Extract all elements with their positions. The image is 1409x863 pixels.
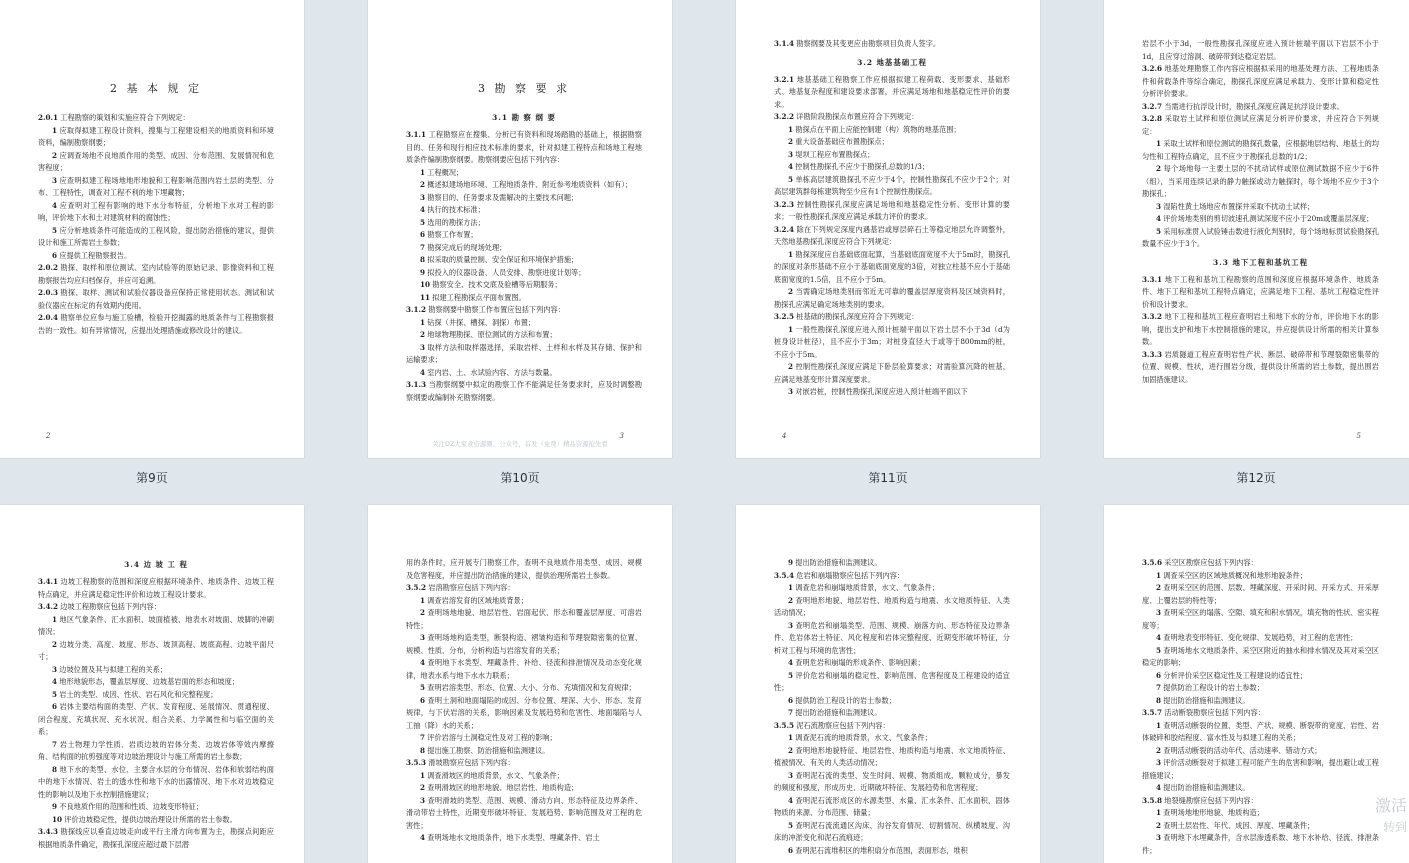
list-item: 4 查明地表变形特征、变化规律、发展趋势，对工程的危害性； [1156,633,1358,642]
page-number: 4 [782,432,787,440]
list-item: 10 评价边坡稳定性，提供边坡治理设计所需的岩土参数。 [52,814,237,824]
list-item: 2 查明滑坡区的地形地貌、地层岩性、地质构造； [420,783,579,792]
list-item: 5 岩土的类型、成因、性状、岩石风化和完整程度； [52,689,218,699]
list-item: 1 查明活动断裂的位置、类型、产状、规模、断裂带的宽度、岩性、岩体破碎和胶结程度、富水性及与拟建工程的关系； [1142,720,1379,742]
clause-paragraph: 3.2.8 采取岩土试样和原位测试应满足分析评价要求，并应符合下列规定： [1142,114,1379,136]
page-label[interactable]: 第9页 [136,471,168,485]
list-item: 4 控制性勘探孔不应少于勘探孔总数的1/3； [788,162,930,171]
page-lines [406,129,642,404]
text-paragraph: 岩层不小于3d，一般性勘探孔深度应进入预计桩端平面以下岩层不小于1d，且应穿过溶洞、破碎带到达稳定岩层。 [1142,39,1379,61]
list-item: 4 提出防治措施和监测建议。 [1156,783,1250,792]
list-item: 6 分析评价采空区稳定性及工程建设的适宜性； [1156,670,1308,680]
list-item: 2 应调查场地不良地质作用的类型、成因、分布范围、发展情况和危害程度； [38,150,274,172]
list-item: 1 工程概况； [420,167,464,177]
clause-paragraph: 3.5.3 滑坡勘察应包括下列内容： [406,758,515,767]
list-item: 3 查明滑坡的类型、范围、规模、滑动方向、形态特征及边界条件、滑动带岩土特性，近期变形破坏特征、发展趋势、影响范围及对工程的危害性； [406,795,642,830]
list-item: 4 评价场地类别的剪切波速孔测试深度不应小于20m或覆盖层深度； [1156,214,1374,223]
list-item: 2 概述拟建场地环境、工程地质条件、附近参考地质资料（如有）； [420,180,633,189]
list-item: 5 选用的勘探方法； [420,217,485,227]
list-item: 3 湿陷性黄土场地应布置探井采取不扰动土试样； [1156,201,1315,211]
list-item: 3 查明危岩和崩塌类型、范围、规模、崩落方向、形态特征及边界条件、危岩体岩土特征、风化程度和岩体完整程度、近期变形破坏特征，分析对工程与环境的危害性； [774,620,1010,655]
page-footer: 关注DZ大家食资源圈、公众号，首发（免费）精品资源抢先看 [432,440,608,448]
list-item: 4 查明泥石流形成区的水源类型、水量、汇水条件、汇水面积，固体物质的来源、分布范围、储量； [774,795,1010,817]
list-item: 2 边坡分类、高度、坡度、形态、坡顶高程、坡底高程、边坡平面尺寸； [38,639,274,661]
clause-paragraph: 3.2.6 地基处理勘察工作内容应根据拟采用的地基处理方法、工程地质条件和荷载条件等综合确定，勘探孔深度应满足承载力、变形计算和稳定性分析评价要求。 [1142,64,1379,98]
list-item: 3 评价活动断裂对于拟建工程可能产生的危害和影响，提出避让或工程措施建议； [1142,758,1379,780]
document-page [368,505,672,863]
list-item: 4 应查明对工程有影响的地下水分布特征，分析地下水对工程的影响，评价地下水和土对建筑材料的腐蚀性； [38,200,274,222]
list-item: 3 应查明拟建工程场地地形地貌和工程影响范围内岩土层的类型、分布、工程特性，调查对工程不利的地下埋藏物； [38,175,274,197]
list-item: 4 室内岩、土、水试验内容、方法与数量。 [420,367,557,377]
list-item: 3 堤坝工程应布置勘探点； [788,149,875,159]
list-item: 6 应提供工程勘察报告。 [52,250,132,260]
page-content [774,38,1010,399]
list-item: 4 查明危岩和崩塌的形成条件、影响因素； [788,658,925,667]
clause-paragraph: 2.0.2 勘探、取样和原位测试、室内试验等的原始记录、影像资料和工程勘察报告均应归档保存，并应可追溯。 [38,263,274,285]
section-title: 3.4 边 坡 工 程 [124,560,188,569]
clause-paragraph: 3.4.1 边坡工程勘察的范围和深度应根据环境条件、地质条件、边坡工程特点确定，并应满足稳定性评价和边坡工程设计要求。 [38,577,274,599]
list-item: 10 勘察安全、技术交底及验槽等后期服务； [420,280,562,289]
page-number: 5 [1356,432,1361,440]
list-item: 9 不良地质作用的范围和性质、边坡变形特征； [52,802,204,811]
list-item: 6 查明泥石流堆积区的堆积扇分布范围，表面形态，堆积 [788,845,968,855]
clause-paragraph: 3.2.3 控制性勘探孔深度应满足场地和地基稳定性分析、变形计算的要求；一般性勘探孔深度应满足承载力评价的要求。 [774,199,1010,221]
list-item: 2 控制性勘探孔深度应满足下卧层验算要求；对需验算沉降的桩基，应满足地基变形计算深度要求。 [774,362,1010,384]
clause-paragraph: 3.5.6 采空区勘察应包括下列内容： [1142,558,1258,567]
list-item: 2 当需确定场地类别而邻近无可靠的覆盖层厚度资料及区域资料时，勘探孔应满足确定场地类别的要求。 [774,287,1010,309]
activation-watermark: 激活 [1374,796,1407,815]
list-item: 8 地下水的类型、水位、主要含水层的分布情况、岩体和软弱结构面中的地下水情况、岩土的透水性和地下水的出露情况、地下水对边坡稳定性的影响以及地下水控制措施建议； [38,764,274,799]
clause-paragraph: 3.5.7 活动断裂勘察应包括下列内容： [1142,708,1265,717]
clause-paragraph: 3.2.2 详勘阶段勘探点布置应符合下列规定： [774,112,919,121]
clause-paragraph: 3.3.2 地下工程和基坑工程应查明岩土和地下水的分布，评价地下水的影响，提出支护和地下水控制措施的建议，并应提供设计所需的相关计算参数。 [1142,312,1379,346]
document-page [368,0,672,458]
list-item: 2 查明地形地貌特征、地层岩性、地质构造与地震、水文地质特征、植被情况、有关的人类活动情况； [774,745,1010,767]
list-item: 2 地球物理勘探、原位测试的方法和布置； [420,330,557,339]
clause-paragraph: 3.2.7 当需进行抗浮设计时，勘探孔深度应满足抗浮设计要求。 [1142,101,1344,111]
text-paragraph: 用的条件时，应开展专门勘察工作，查明不良地质作用类型、成因、规模及危害程度，并应提出防治措施的建议，提供治理所需岩土参数。 [406,558,642,580]
page-number: 2 [46,432,51,440]
page-lines [1142,557,1379,857]
clause-paragraph: 3.4.2 边坡工程勘察应包括下列内容： [38,602,161,611]
list-item: 1 应取得拟建工程设计资料，搜集与工程建设相关的地质资料和环境资料，编制勘察纲要； [38,125,274,147]
page-lines [774,38,1010,399]
page-content [406,82,642,404]
document-page [1104,505,1409,863]
clause-paragraph: 3.1.1 工程勘察应在搜集、分析已有资料和现场踏勘的基础上，根据勘察目的、任务和现行相应技术标准的要求，针对拟建工程特点和场地工程地质条件编制勘察纲要。勘察纲要应包括下列内容： [406,130,642,164]
list-item: 1 调查危岩和崩塌地质背景，水文、气象条件； [788,583,940,592]
list-item: 6 岩体主要结构面的类型、产状、发育程度、延展情况、贯通程度、闭合程度、充填状况、充水状况、组合关系、力学属性和与临空面的关系； [38,702,274,736]
list-item: 3 查明场地构造类型，断裂构造、褶皱构造和节理裂隙密集的位置、规模、性质、分布，分析构造与岩溶发育的关系； [406,633,642,655]
list-item: 8 提出防治措施和监测建议。 [1156,695,1250,705]
document-page [1104,0,1409,458]
clause-paragraph: 3.5.5 泥石流勘察应包括下列内容： [774,720,890,730]
page-content [1142,38,1379,386]
clause-paragraph: 2.0.4 勘察单位应参与施工验槽，检验开挖揭露的地质条件与工程勘察报告的一致性。如有异常情况，应提出处理措施或修改设计的建议。 [38,313,274,335]
list-item: 1 勘探深度应自基础底面起算，当基础底面宽度不大于5m时，勘探孔的深度对条形基础不应小于基础底面宽度的3倍，对独立柱基不应小于基础底面宽度的1.5倍，且不应小于5m。 [774,249,1010,284]
list-item: 5 查明泥石流流通区沟床、沟谷发育情况、切割情况、纵横坡度、沟床的冲淤变化和泥石流痕迹； [774,820,1010,842]
list-item: 5 应分析地质条件可能造成的工程风险，提出防治措施的建议，提供设计和施工所需岩土参数； [38,225,274,247]
list-item: 7 提出防治措施和监测建议。 [788,708,882,717]
clause-paragraph: 2.0.1 工程勘察的策划和实施应符合下列规定： [38,113,190,122]
page-number: 3 [619,432,624,440]
list-item: 2 每个场地每一主要土层的不扰动试样或原位测试数据不应少于6件（组），当采用连续记录的静力触探或动力触探时，每个场地不应少于3个勘探孔； [1142,164,1379,198]
activation-watermark-sub: 转到 [1382,820,1407,834]
page-label[interactable]: 第11页 [868,471,908,485]
clause-paragraph: 3.4.3 勘探线应以垂直边坡走向或平行主滑方向布置为主，勘探点间距应根据地质条件确定，勘探孔深度应超过最下层潜 [38,827,274,849]
list-item: 7 评价岩溶与土洞稳定性及对工程的影响； [420,733,557,742]
clause-paragraph: 3.5.2 岩溶勘察应包括下列内容： [406,583,515,592]
clause-paragraph: 3.5.4 危岩和崩塌勘察应包括下列内容： [774,570,905,580]
chapter-title: 3 勘 察 要 求 [478,82,570,95]
list-item: 4 查明场地水文地质条件，地下水类型、埋藏条件、岩土 [420,833,600,842]
list-item: 2 查明采空区的范围、层数、埋藏深度、开采时间、开采方式、开采厚度、上覆岩层的特性等； [1142,583,1379,605]
list-item: 7 岩土物理力学性质、岩质边坡的岩体分类、边坡岩体等效内摩擦角、结构面的抗剪强度等对边坡治理设计与施工所需的岩土参数； [38,739,274,761]
list-item: 6 勘察工作布置； [420,230,478,239]
clause-paragraph: 3.2.1 地基基础工程勘察工作应根据拟建工程荷载、变形要求、基础形式、地基复杂程度和建设要求部署，并应满足场地和地基稳定性评价的要求。 [774,74,1010,109]
page-content [1142,557,1379,857]
clause-paragraph: 3.1.2 勘察纲要中勘察工作布置应包括下列内容： [406,305,565,314]
list-item: 3 查明泥石流的类型、发生时间、规模、物质组成、颗粒成分，暴发的频度和强度，形成历史、近期破坏特征、发展趋势和危害程度； [774,770,1010,792]
list-item: 3 查明地下水埋藏条件，含水层渗透系数、地下水补给、径流、排泄条件； [1142,833,1379,855]
list-item: 2 查明活动断裂的活动年代、活动速率、错动方式； [1156,745,1322,755]
page-lines [38,576,274,851]
list-item: 4 执行的技术标准； [420,205,485,214]
list-item: 11 拟建工程勘探点平面布置图。 [420,292,526,302]
clause-paragraph: 2.0.3 勘探、取样、测试和试验仪器设备应保持正常使用状态。测试和试验仪器应在标定的有效期内使用。 [38,288,274,310]
clause-paragraph: 3.2.4 除在下列规定深度内遇基岩或厚层碎石土等稳定地层允许调整外，天然地基勘探孔深度应符合下列规定： [774,224,1010,246]
list-item: 1 调查岩溶发育的区域地质背景； [420,595,528,605]
list-item: 9 提出防治措施和监测建议。 [788,558,882,567]
list-item: 8 提出施工勘察、防治措施和监测建议。 [420,745,550,755]
list-item: 2 重大设备基础应布置勘探点； [788,137,889,146]
list-item: 7 提供防治工程设计的岩土参数； [1156,683,1264,692]
list-item: 1 调查泥石流的地质背景，水文、气象条件； [788,733,932,742]
list-item: 5 采用标准贯入试验锤击数进行液化判别时，每个场地标贯试验勘探孔数量不应少于3个。 [1142,226,1379,248]
list-item: 2 查明土层岩性、年代、成因、厚度、埋藏条件； [1156,820,1315,830]
list-item: 1 调查采空区的区域地质概况和地形地貌条件； [1156,570,1308,580]
list-item: 3 边坡位置及其与拟建工程的关系； [52,664,168,674]
document-page [0,505,304,863]
page-lines [774,557,1010,857]
section-title: 3.3 地下工程和基坑工程 [1213,257,1308,267]
page-label[interactable]: 第12页 [1236,471,1276,485]
list-item: 3 对嵌岩桩，控制性勘探孔深度应进入预计桩端平面以下 [788,387,968,396]
clause-paragraph: 3.5.8 地裂缝勘察应包括下列内容： [1142,795,1258,805]
list-item: 4 查明地下水类型、埋藏条件、补给、径流和排泄情况及动态变化规律，地表水系与地下水水力联系； [406,658,642,680]
list-item: 6 提供防治工程设计的岩土参数； [788,695,896,705]
list-item: 8 拟采取的质量控制、安全保证和环境保护措施； [420,255,579,264]
document-page [736,505,1040,863]
list-item: 1 勘探点在平面上应能控制建（构）筑物的地基范围； [788,124,961,134]
list-item: 1 采取土试样和原位测试的勘探孔数量，应根据地层结构、地基土的均匀性和工程特点确定，且不应少于勘探孔总数的1/2； [1142,139,1379,161]
list-item: 1 地区气象条件、汇水面积、坡面植被、地表水对坡面、坡脚的冲刷情况； [38,614,274,636]
page-label[interactable]: 第10页 [500,471,540,485]
clause-paragraph: 3.1.4 勘察纲要及其变更应由勘察项目负责人签字。 [774,39,941,48]
chapter-title: 2 基 本 规 定 [110,82,202,95]
clause-paragraph: 3.2.5 桩基础的勘探孔深度应符合下列规定： [774,312,919,321]
list-item: 2 查明地形地貌、地层岩性、地质构造与地震、水文地质特征、人类活动情况； [774,595,1010,617]
list-item: 9 拟投入的仪器设备、人员安排、勘察进度计划等； [420,267,586,277]
list-item: 7 勘探完成后的现场处理； [420,242,507,252]
list-item: 5 查明场地水文地质条件、采空区附近的抽水和排水情况及其对采空区稳定的影响； [1142,645,1379,667]
page-content [38,553,274,851]
list-item: 5 单栋高层建筑勘探孔不应少于4个，控制性勘探孔不应少于2个；对高层建筑群每栋建筑物至少应有1个控制性勘探点。 [774,174,1010,196]
section-title: 3.2 地基基础工程 [857,57,927,67]
list-item: 3 查明采空区的塌落、空隙、填充和积水情况，填充物的性状、密实程度等； [1142,608,1379,630]
clause-paragraph: 3.3.3 岩质隧道工程应查明岩性产状、断层、破碎带和节理裂隙密集带的位置、规模、性状，进行围岩分级，提供设计所需的岩土参数，提出围岩加固措施建议。 [1142,349,1379,384]
list-item: 1 查明场地地形地貌、地质构造； [1156,808,1264,817]
list-item: 5 查明岩溶类型、形态、位置、大小、分布、充填情况和发育规律； [420,683,636,692]
list-item: 6 查明土洞和地面塌陷的成因、分布位置、埋深、大小、形态、发育规律，与下伏岩溶的关系，影响因素及发展趋势和危害性、地面塌陷与人工抽（降）水的关系； [406,695,642,730]
section-title: 3.1 勘 察 纲 要 [492,113,556,122]
list-item: 3 勘察目的、任务要求及需解决的主要技术问题； [420,192,579,202]
list-item: 3 取样方法和取样器选择，采取岩样、土样和水样及其存储、保护和运输要求； [406,342,642,364]
list-item: 2 查明场地地貌、地层岩性、岩面起伏、形态和覆盖层厚度、可溶岩特性； [406,608,642,630]
list-item: 4 地形地貌形态，覆盖层厚度、边坡基岩面的形态和坡度； [52,677,239,686]
list-item: 1 调查滑坡区的地质背景，水文、气象条件； [420,770,564,780]
page-content [774,557,1010,857]
page-lines [1142,38,1379,386]
document-page [0,0,304,458]
page-content [38,82,274,337]
clause-paragraph: 3.1.3 当勘察纲要中拟定的勘察工作不能满足任务要求时，应及时调整勘察纲要或编制补充勘察纲要。 [406,380,642,402]
document-page [736,0,1040,458]
page-lines [406,557,642,845]
page-content [406,557,642,845]
page-lines [38,112,274,337]
list-item: 5 评价危岩和崩塌的稳定性、影响范围、危害程度及工程建设的适宜性； [774,670,1010,692]
clause-paragraph: 3.3.1 地下工程和基坑工程勘察的范围和深度应根据环境条件、地质条件、地下工程和基坑工程特点确定，应满足地下工程、基坑工程稳定性评价和设计要求。 [1142,274,1379,309]
list-item: 1 钻探（井探、槽探、洞探）布置； [420,317,536,327]
list-item: 1 一般性勘探孔深度应进入预计桩端平面以下岩土层不小于3d（d为桩身设计桩径），且不应小于3m；对桩身直径大于或等于800mm的桩，不应小于5m。 [774,324,1010,359]
